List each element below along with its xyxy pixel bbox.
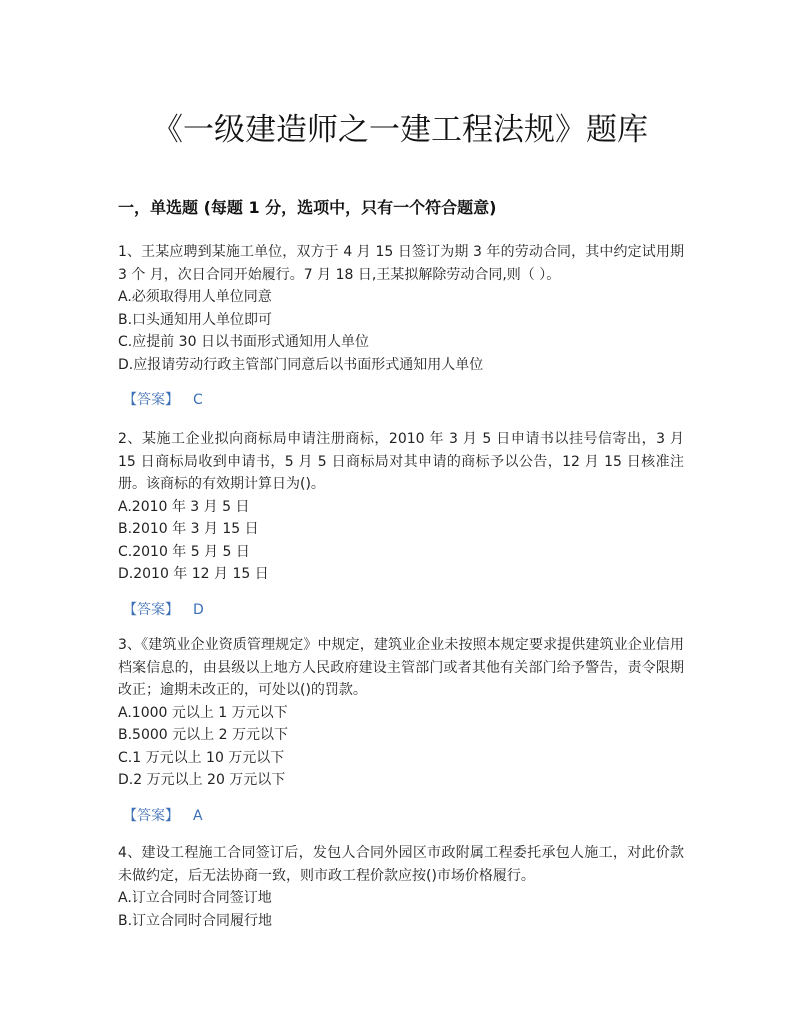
question-4-option-a: A.订立合同时合同签订地 <box>118 890 272 906</box>
question-2-option-a: A.2010 年 3 月 5 日 <box>118 498 250 515</box>
answer-value: C <box>193 392 203 408</box>
document-title: 《一级建造师之一建工程法规》题库 <box>152 112 648 148</box>
question-2 <box>118 428 684 621</box>
question-3-option-c: C.1 万元以上 10 万元以下 <box>118 749 285 766</box>
question-1-option-b: B.口头通知用人单位即可 <box>118 311 273 328</box>
answer-value: D <box>193 601 204 618</box>
question-3-option-b: B.5000 元以上 2 万元以下 <box>118 727 288 743</box>
question-3-option-a: A.1000 元以上 1 万元以下 <box>118 704 288 721</box>
question-2-stem: 2、某施工企业拟向商标局申请注册商标，2010 年 3 月 5 日申请书以挂号信寄出，3 月 15 日商标局收到申请书，5 月 5 日商标局对其申请的商标予以公告，12 月 15 日核准注册。该商标的有效期计算日为()。 <box>118 431 684 492</box>
question-3 <box>118 634 684 827</box>
question-1-option-a: A.必须取得用人单位同意 <box>118 289 272 305</box>
question-4-option-b: B.订立合同时合同履行地 <box>118 912 273 929</box>
answer-label: 【答案】 <box>123 601 179 618</box>
answer-label: 【答案】 <box>123 392 179 408</box>
question-2-option-b: B.2010 年 3 月 15 日 <box>118 521 259 537</box>
question-2-option-c: C.2010 年 5 月 5 日 <box>118 543 250 560</box>
question-3-stem: 3、《建筑业企业资质管理规定》中规定，建筑业企业未按照本规定要求提供建筑业企业信用档案信息的，由县级以上地方人民政府建设主管部门或者其他有关部门给予警告，责令限期改正；逾期未改正的，可处以()的罚款。 <box>118 637 684 698</box>
question-2-answer <box>118 599 684 621</box>
question-1 <box>118 241 684 411</box>
question-1-option-d: D.应报请劳动行政主管部门同意后以书面形式通知用人单位 <box>118 356 484 373</box>
answer-label: 【答案】 <box>123 807 179 824</box>
answer-value: A <box>193 807 203 824</box>
question-1-answer <box>118 389 684 411</box>
section-heading: 一，单选题 (每题 1 分，选项中，只有一个符合题意) <box>118 198 497 217</box>
question-1-option-c: C.应提前 30 日以书面形式通知用人单位 <box>118 334 369 350</box>
question-3-option-d: D.2 万元以上 20 万元以下 <box>118 772 286 788</box>
question-4 <box>118 842 684 932</box>
question-2-option-d: D.2010 年 12 月 15 日 <box>118 566 269 582</box>
question-4-stem: 4、建设工程施工合同签订后，发包人合同外园区市政附属工程委托承包人施工，对此价款未做约定，后无法协商一致，则市政工程价款应按()市场价格履行。 <box>118 845 684 884</box>
question-1-stem: 1、王某应聘到某施工单位，双方于 4 月 15 日签订为期 3 年的劳动合同，其中约定试用期 3 个 月，次日合同开始履行。7 月 18 日,王某拟解除劳动合同,则（ ）。 <box>118 244 684 283</box>
question-3-answer <box>118 805 684 827</box>
